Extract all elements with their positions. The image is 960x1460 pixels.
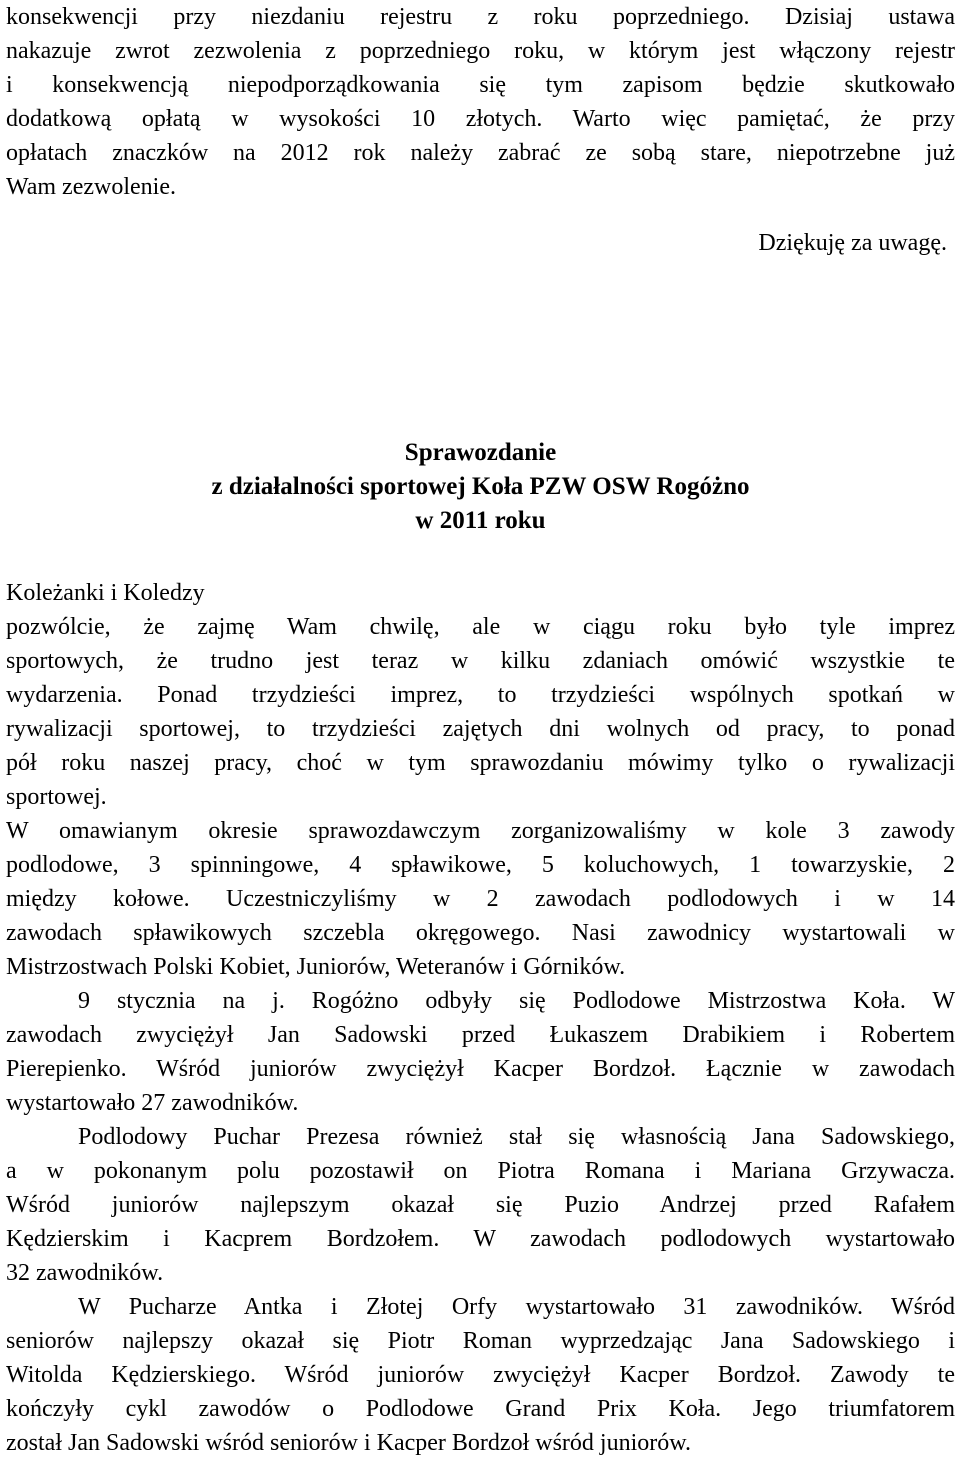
text-line: W Pucharze Antka i Złotej Orfy wystartowało 31 zawodników. Wśród [78, 1294, 955, 1320]
text-line: podlodowe, 3 spinningowe, 4 spławikowe, 5 koluchowych, 1 towarzyskie, 2 [6, 852, 955, 878]
text-line: konsekwencji przy niezdaniu rejestru z roku poprzedniego. Dzisiaj ustawa [6, 4, 955, 30]
text-line: seniorów najlepszy okazał się Piotr Roman wyprzedzając Jana Sadowskiego i [6, 1328, 955, 1354]
text-line: Kędzierskim i Kacprem Bordzołem. W zawodach podlodowych wystartowało [6, 1226, 955, 1252]
text-line: nakazuje zwrot zezwolenia z poprzedniego roku, w którym jest włączony rejestr [6, 38, 955, 64]
text-line: sportowych, że trudno jest teraz w kilku zdaniach omówić wszystkie te [6, 648, 955, 674]
text-line: W omawianym okresie sprawozdawczym zorganizowaliśmy w kole 3 zawody [6, 818, 955, 844]
text-line: sportowej. [6, 784, 107, 810]
text-line: Witolda Kędzierskiego. Wśród juniorów zwyciężył Kacper Bordzoł. Zawody te [6, 1362, 955, 1388]
closing-remark: Dziękuję za uwagę. [758, 230, 947, 256]
text-line: dodatkową opłatą w wysokości 10 złotych. Warto więc pamiętać, że przy [6, 106, 955, 132]
text-line: kończyły cykl zawodów o Podlodowe Grand Prix Koła. Jego triumfatorem [6, 1396, 955, 1422]
report-body [6, 576, 955, 1460]
text-line: wystartowało 27 zawodników. [6, 1090, 299, 1116]
document-page [6, 0, 955, 1460]
text-line: Wam zezwolenie. [6, 174, 176, 200]
text-line: a w pokonanym polu pozostawił on Piotra Romana i Mariana Grzywacza. [6, 1158, 955, 1184]
text-line: Pierepienko. Wśród juniorów zwyciężył Kacper Bordzoł. Łącznie w zawodach [6, 1056, 955, 1082]
text-line: Wśród juniorów najlepszym okazał się Puzio Andrzej przed Rafałem [6, 1192, 955, 1218]
text-line: między kołowe. Uczestniczyliśmy w 2 zawodach podlodowych i w 14 [6, 886, 955, 912]
text-line: opłatach znaczków na 2012 rok należy zabrać ze sobą stare, niepotrzebne już [6, 140, 955, 166]
text-line: wydarzenia. Ponad trzydzieści imprez, to trzydzieści wspólnych spotkań w [6, 682, 955, 708]
text-line: 32 zawodników. [6, 1260, 164, 1286]
title-line: z działalności sportowej Koła PZW OSW Rogóżno [211, 473, 750, 500]
text-line: 9 stycznia na j. Rogóżno odbyły się Podlodowe Mistrzostwa Koła. W [78, 988, 955, 1014]
text-line: Podlodowy Puchar Prezesa również stał się własnością Jana Sadowskiego, [78, 1124, 955, 1150]
text-line: zawodach spławikowych szczebla okręgowego. Nasi zawodnicy wystartowali w [6, 920, 955, 946]
intro-paragraph [6, 0, 955, 204]
text-line: i konsekwencją niepodporządkowania się tym zapisom będzie skutkowało [6, 72, 955, 98]
text-line: Mistrzostwach Polski Kobiet, Juniorów, Weteranów i Górników. [6, 954, 626, 980]
text-line: został Jan Sadowski wśród seniorów i Kacper Bordzoł wśród juniorów. [6, 1430, 691, 1456]
text-line: rywalizacji sportowej, to trzydzieści zajętych dni wolnych od pracy, to ponad [6, 716, 955, 742]
title-line: Sprawozdanie [404, 439, 557, 466]
title-line: w 2011 roku [415, 507, 546, 534]
text-line: pozwólcie, że zajmę Wam chwilę, ale w ciągu roku było tyle imprez [6, 614, 955, 640]
text-line: pół roku naszej pracy, choć w tym sprawozdaniu mówimy tylko o rywalizacji [6, 750, 955, 776]
greeting: Koleżanki i Koledzy [6, 580, 205, 606]
text-line: zawodach zwyciężył Jan Sadowski przed Łukaszem Drabikiem i Robertem [6, 1022, 955, 1048]
report-title [6, 436, 955, 538]
